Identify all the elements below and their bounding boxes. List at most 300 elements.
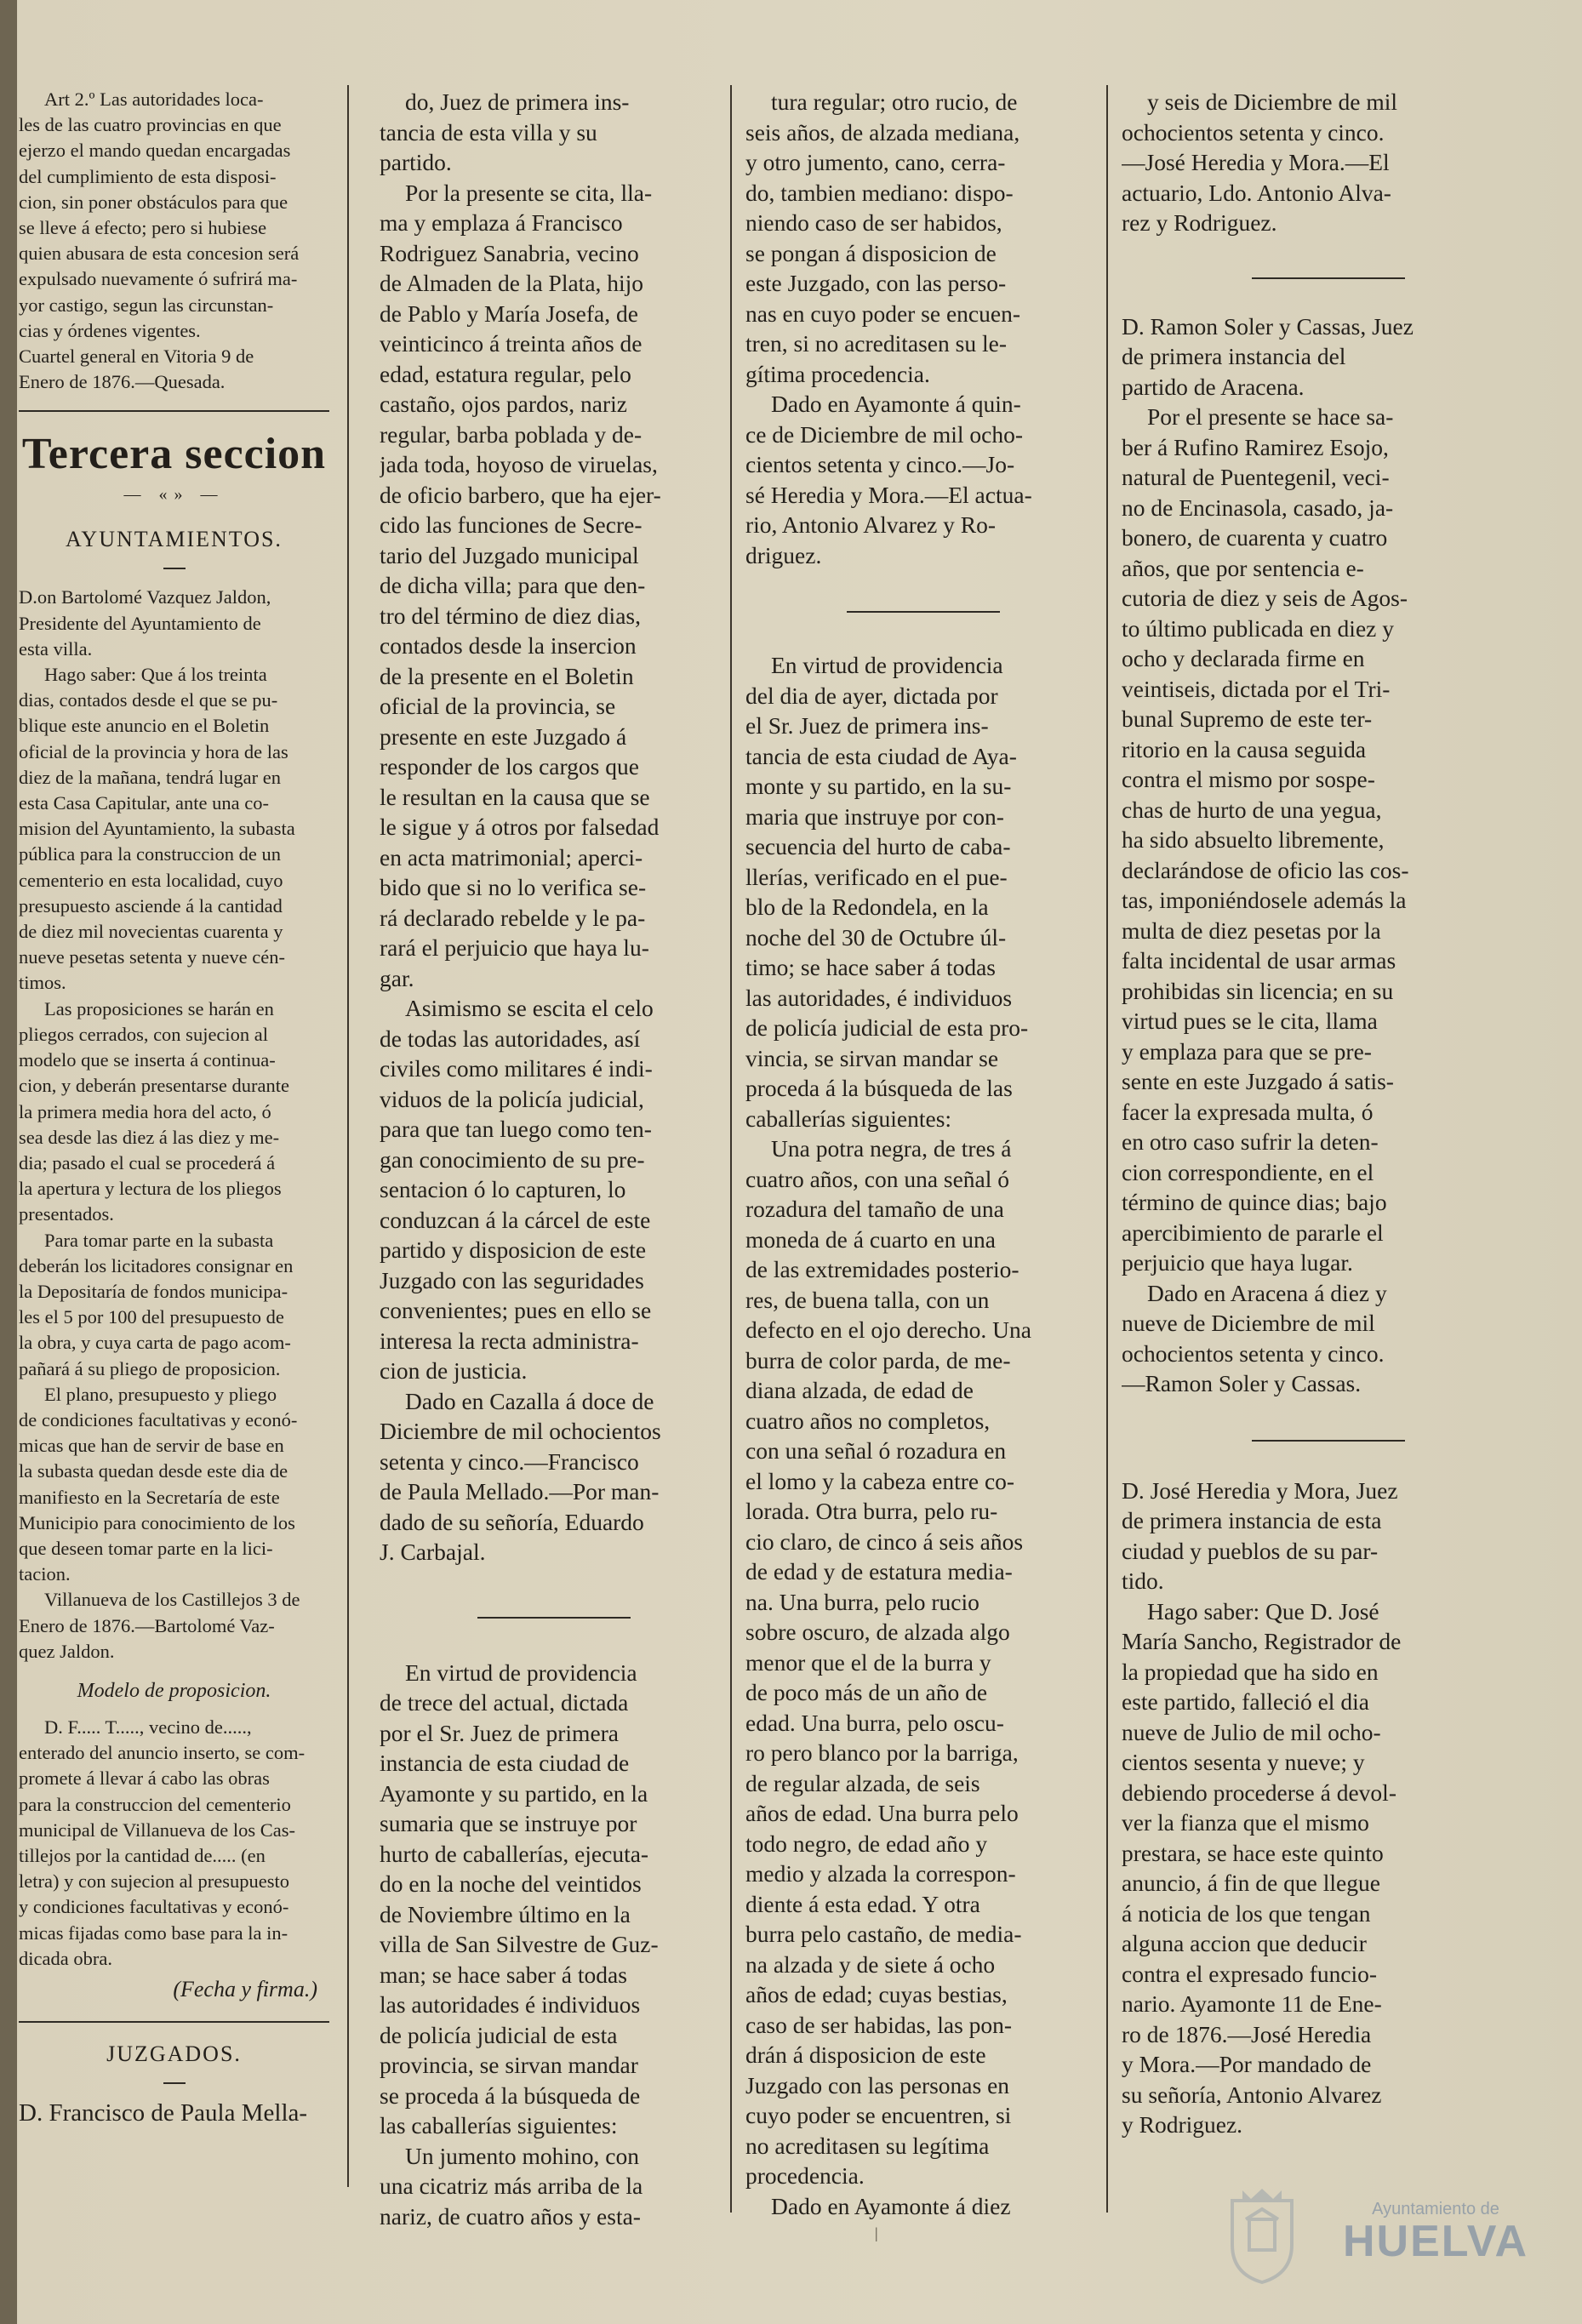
text-line: regular, barba poblada y de- xyxy=(380,420,643,448)
text-line: do, Juez de primera ins- xyxy=(405,89,630,115)
text-line: se lleve á efecto; pero si hubiese xyxy=(19,217,267,239)
text-line: sumaria que se instruye por xyxy=(380,1810,637,1836)
text-line: quien abusara de esta concesion será xyxy=(19,243,300,265)
text-line: bonero, de cuarenta y cuatro xyxy=(1122,524,1388,551)
text-line: res, de buena talla, con un xyxy=(745,1286,990,1313)
text-line: —José Heredia y Mora.—El xyxy=(1122,149,1390,175)
text-line: convenientes; pues en ello se xyxy=(380,1297,652,1323)
text-line: dado de su señoría, Eduardo xyxy=(380,1508,644,1535)
text-line: perjuicio que haya lugar. xyxy=(1122,1249,1353,1276)
text-line: burra pelo castaño, de media- xyxy=(745,1921,1022,1947)
text-line: Art 2.º Las autoridades loca- xyxy=(44,89,264,110)
text-line: cuatro años no completos, xyxy=(745,1407,991,1434)
text-line: años de edad; cuyas bestias, xyxy=(745,1981,1008,2007)
text-line: presentados. xyxy=(19,1203,114,1225)
text-line: les de las cuatro provincias en que xyxy=(19,114,282,136)
text-line: esta Casa Capitular, ante una co- xyxy=(19,792,269,814)
text-line: de todas las autoridades, así xyxy=(380,1025,641,1052)
text-line: partido. xyxy=(380,149,452,175)
text-line: moneda de á cuarto en una xyxy=(745,1225,996,1253)
text-line: á noticia de los que tengan xyxy=(1122,1899,1371,1927)
text-line: partido y disposicion de este xyxy=(380,1236,647,1263)
city-seal-icon xyxy=(1225,2185,1299,2286)
column-rule-1 xyxy=(347,85,349,2187)
text-line: de trece del actual, dictada xyxy=(380,1689,629,1716)
text-line: Villanueva de los Castillejos 3 de xyxy=(44,1589,300,1611)
text-line: apercibimiento de pararle el xyxy=(1122,1219,1384,1246)
text-line: En virtud de providencia xyxy=(405,1659,637,1686)
text-line: sobre oscuro, de alzada algo xyxy=(745,1619,1010,1645)
text-line: este partido, falleció el dia xyxy=(1122,1688,1369,1715)
text-line: contados desde la insercion xyxy=(380,632,637,659)
text-line: el Sr. Juez de primera ins- xyxy=(745,712,989,739)
text-line: contra el expresado funcio- xyxy=(1122,1960,1378,1987)
text-line: monte y su partido, en la su- xyxy=(745,773,1012,799)
text-line: rozadura del tamaño de una xyxy=(745,1196,1004,1222)
text-line: las autoridades, é individuos xyxy=(745,984,1013,1011)
text-line: gar. xyxy=(380,964,414,991)
ayuntamiento-intro xyxy=(19,585,329,662)
text-line: de Noviembre último en la xyxy=(380,1900,631,1927)
text-line: tario del Juzgado municipal xyxy=(380,541,639,568)
text-line: Asimismo se escita el celo xyxy=(405,995,654,1021)
text-line: Las proposiciones se harán en xyxy=(44,997,274,1019)
bottom-mark: | xyxy=(875,2224,878,2241)
text-line: tren, si no acreditasen su le- xyxy=(745,330,1007,357)
divider xyxy=(1252,277,1405,279)
text-line: tido. xyxy=(1122,1567,1164,1594)
column-2 xyxy=(380,87,728,2231)
text-line: cuyo poder se encuentren, si xyxy=(745,2102,1012,2128)
text-line: Rodriguez Sanabria, vecino xyxy=(380,239,639,266)
text-line: viduos de la policía judicial, xyxy=(380,1085,644,1112)
text-line: maria que instruye por con- xyxy=(745,802,1004,830)
text-line: y otro jumento, cano, cerra- xyxy=(745,149,1006,175)
column-1 xyxy=(19,87,329,2127)
text-line: driguez. xyxy=(745,541,822,568)
text-line: declarándose de oficio las cos- xyxy=(1122,856,1409,883)
text-line: Juzgado con las personas en xyxy=(745,2071,1010,2098)
text-line: burra de color parda, de me- xyxy=(745,1346,1011,1373)
text-line: años de edad. Una burra pelo xyxy=(745,1800,1019,1826)
text-line: responder de los cargos que xyxy=(380,753,639,779)
text-line: enterado del anuncio inserto, se com- xyxy=(19,1742,306,1764)
text-line: se pongan á disposicion de xyxy=(745,239,997,266)
text-line: ma y emplaza á Francisco xyxy=(380,209,623,236)
juzgados-heading: JUZGADOS. xyxy=(106,2041,242,2066)
text-line: de poco más de un año de xyxy=(745,1679,988,1705)
text-line: rará el perjuicio que haya lu- xyxy=(380,934,649,961)
text-line: promete á llevar á cabo las obras xyxy=(19,1767,270,1790)
section-title: Tercera seccion xyxy=(21,430,327,479)
text-line: cutoria de diez y seis de Agos- xyxy=(1122,585,1408,611)
text-line: castaño, ojos pardos, nariz xyxy=(380,391,627,417)
text-line: el lomo y la cabeza entre co- xyxy=(745,1467,1015,1494)
text-line: lorada. Otra burra, pelo ru- xyxy=(745,1498,998,1524)
text-line: tancia de esta villa y su xyxy=(380,118,597,146)
text-line: hurto de caballerías, ejecuta- xyxy=(380,1840,649,1867)
text-line: cientos sesenta y nueve; y xyxy=(1122,1749,1365,1775)
text-line: en acta matrimonial; aperci- xyxy=(380,843,643,871)
text-line: Diciembre de mil ochocientos xyxy=(380,1418,661,1444)
text-line: falta incidental de usar armas xyxy=(1122,947,1396,974)
text-line: anuncio, á fin de que llegue xyxy=(1122,1870,1380,1896)
text-line: la primera media hora del acto, ó xyxy=(19,1100,271,1122)
text-line: las caballerías siguientes: xyxy=(380,2112,618,2138)
text-line: drán á disposicion de este xyxy=(745,2041,986,2068)
text-line: Para tomar parte en la subasta xyxy=(44,1229,274,1251)
continued-text xyxy=(1122,87,1535,238)
para-tomar-paragraph xyxy=(19,1228,329,1382)
text-line: do, tambien mediano: dispo- xyxy=(745,179,1014,206)
text-line: pañará á su pliego de proposicion. xyxy=(19,1357,281,1379)
text-line: por el Sr. Juez de primera xyxy=(380,1719,620,1746)
text-line: do en la noche del veintidos xyxy=(380,1870,642,1897)
text-line: ejerzo el mando quedan encargadas xyxy=(19,140,291,162)
dado-ayamonte-paragraph xyxy=(745,389,1101,570)
juzgado-start: D. Francisco de Paula Mella- xyxy=(19,2099,308,2127)
text-line: rez y Rodriguez. xyxy=(1122,209,1277,236)
text-line: sente en este Juzgado á satis- xyxy=(1122,1068,1394,1094)
text-line: rio, Antonio Alvarez y Ro- xyxy=(745,511,997,538)
text-line: micas fijadas como base para la in- xyxy=(19,1921,288,1944)
text-line: to último publicada en diez y xyxy=(1122,614,1394,642)
text-line: Cuartel general en Vitoria 9 de xyxy=(19,345,254,368)
text-line: nas en cuyo poder se encuen- xyxy=(745,300,1020,327)
text-line: de primera instancia del xyxy=(1122,343,1346,369)
un-jumento-paragraph xyxy=(380,2141,728,2232)
text-line: Enero de 1876.—Bartolomé Vaz- xyxy=(19,1614,275,1636)
text-line: dicada obra. xyxy=(19,1947,112,1969)
text-line: timo; se hace saber á todas xyxy=(745,954,996,980)
text-line: la propiedad que ha sido en xyxy=(1122,1658,1379,1685)
text-line: y seis de Diciembre de mil xyxy=(1147,89,1398,115)
text-line: sea desde las diez á las diez y me- xyxy=(19,1126,280,1148)
text-line: de oficio barbero, que ha ejer- xyxy=(380,481,661,508)
text-line: ochocientos setenta y cinco. xyxy=(1122,118,1385,146)
text-line: sé Heredia y Mora.—El actua- xyxy=(745,481,1032,508)
text-line: cuatro años, con una señal ó xyxy=(745,1165,1010,1192)
text-line: María Sancho, Registrador de xyxy=(1122,1628,1402,1654)
text-line: presente en este Juzgado á xyxy=(380,722,627,750)
text-line: en otro caso sufrir la deten- xyxy=(1122,1128,1379,1155)
text-line: término de quince dias; bajo xyxy=(1122,1189,1387,1215)
text-line: de las extremidades posterio- xyxy=(745,1256,1019,1282)
text-line: bunal Supremo de este ter- xyxy=(1122,705,1373,732)
text-line: cementerio en esta localidad, cuyo xyxy=(19,869,283,891)
text-line: veintiseis, dictada por el Tri- xyxy=(1122,675,1391,702)
text-line: D. F..... T....., vecino de....., xyxy=(44,1716,252,1738)
text-line: medio y alzada la correspon- xyxy=(745,1860,1016,1887)
proposiciones-paragraph xyxy=(19,996,329,1228)
text-line: cion de justicia. xyxy=(380,1357,528,1384)
text-line: D. José Heredia y Mora, Juez xyxy=(1122,1476,1398,1504)
column-rule-2 xyxy=(730,85,732,2213)
text-line: Un jumento mohino, con xyxy=(405,2142,639,2169)
text-line: menor que el de la burra y xyxy=(745,1648,991,1676)
en-virtud-paragraph xyxy=(745,650,1101,1133)
text-line: quez Jaldon. xyxy=(19,1640,115,1662)
dado-aracena-paragraph xyxy=(1122,1278,1535,1399)
text-line: oficial de la provincia, se xyxy=(380,693,616,719)
text-line: bido que si no lo verifica se- xyxy=(380,874,647,900)
divider xyxy=(477,1617,631,1619)
ornament: — «» — xyxy=(123,485,225,505)
text-line: le resultan en la causa que se xyxy=(380,783,650,810)
text-line: Ayamonte y su partido, en la xyxy=(380,1779,648,1807)
por-la-presente-paragraph xyxy=(380,178,728,994)
en-virtud-paragraph xyxy=(380,1658,728,2141)
text-line: ciudad y pueblos de su par- xyxy=(1122,1537,1379,1564)
divider xyxy=(19,410,329,412)
text-line: tas, imponiéndosele además la xyxy=(1122,887,1407,913)
text-line: villa de San Silvestre de Guz- xyxy=(380,1931,659,1957)
text-line: de la presente en el Boletin xyxy=(380,662,634,689)
text-line: cientos setenta y cinco.—Jo- xyxy=(745,451,1015,477)
text-line: no acreditasen su legítima xyxy=(745,2132,990,2159)
text-line: ro de 1876.—José Heredia xyxy=(1122,2020,1372,2047)
text-line: gítima procedencia. xyxy=(745,360,930,387)
watermark-line-1: Ayuntamiento de xyxy=(1372,2200,1499,2218)
text-line: ocho y declarada firme en xyxy=(1122,645,1365,671)
text-line: nariz, de cuatro años y esta- xyxy=(380,2202,641,2230)
text-line: gan conocimiento de su pre- xyxy=(380,1145,645,1173)
text-line: caso de ser habidas, las pon- xyxy=(745,2011,1013,2038)
text-line: tillejos por la cantidad de..... (en xyxy=(19,1844,266,1866)
por-el-presente-paragraph xyxy=(1122,402,1535,1278)
text-line: cion, y deberán presentarse durante xyxy=(19,1075,289,1097)
text-line: de policía judicial de esta pro- xyxy=(745,1014,1029,1041)
text-line: na alzada y de siete á ocho xyxy=(745,1950,996,1978)
divider xyxy=(163,2082,186,2084)
dado-ayamonte-2 xyxy=(745,2191,1101,2222)
text-line: de dicha villa; para que den- xyxy=(380,572,646,598)
text-line: tro del término de diez dias, xyxy=(380,602,641,629)
heredia-heading xyxy=(1122,1476,1535,1596)
text-line: diana alzada, de edad de xyxy=(745,1377,974,1403)
text-line: na. Una burra, pelo rucio xyxy=(745,1588,979,1615)
text-line: con una señal ó rozadura en xyxy=(745,1437,1007,1464)
text-line: manifiesto en la Secretaría de este xyxy=(19,1486,280,1508)
text-line: de policía judicial de esta xyxy=(380,2021,618,2048)
text-line: presupuesto asciende á la cantidad xyxy=(19,894,283,916)
text-line: pliegos cerrados, con sujecion al xyxy=(19,1023,269,1045)
text-line: tacion. xyxy=(19,1563,71,1585)
text-line: caballerías siguientes: xyxy=(745,1105,952,1132)
watermark xyxy=(1343,2200,1528,2264)
text-line: defecto en el ojo derecho. Una xyxy=(745,1316,1031,1343)
text-line: alguna accion que deducir xyxy=(1122,1930,1367,1956)
text-line: ritorio en la causa seguida xyxy=(1122,735,1367,762)
text-line: de diez mil novecientas cuarenta y xyxy=(19,921,283,943)
text-line: ha sido absuelto libremente, xyxy=(1122,826,1385,853)
text-line: dias, contados desde el que se pu- xyxy=(19,689,278,711)
column-4 xyxy=(1122,87,1535,2140)
text-line: Dado en Ayamonte á diez xyxy=(771,2192,1011,2219)
text-line: las autoridades é individuos xyxy=(380,1991,641,2018)
text-line: seis años, de alzada mediana, xyxy=(745,118,1020,146)
text-line: Dado en Aracena á diez y xyxy=(1147,1279,1387,1306)
una-potra-paragraph xyxy=(745,1133,1101,2191)
text-line: Presidente del Ayuntamiento de xyxy=(19,612,261,634)
text-line: Por el presente se hace sa- xyxy=(1147,403,1394,430)
text-line: conduzcan á la cárcel de este xyxy=(380,1206,651,1233)
text-line: nueve de Julio de mil ocho- xyxy=(1122,1718,1381,1745)
text-line: tancia de esta ciudad de Aya- xyxy=(745,742,1017,769)
text-line: Hago saber: Que á los treinta xyxy=(44,664,267,686)
text-line: dia; pasado el cual se procederá á xyxy=(19,1151,276,1173)
text-line: Dado en Cazalla á doce de xyxy=(405,1387,654,1414)
text-line: y emplaza para que se pre- xyxy=(1122,1037,1372,1065)
text-line: del dia de ayer, dictada por xyxy=(745,682,998,709)
text-line: D.on Bartolomé Vazquez Jaldon, xyxy=(19,586,271,608)
text-line: D. Ramon Soler y Cassas, Juez xyxy=(1122,312,1414,340)
text-line: la apertura y lectura de los pliegos xyxy=(19,1178,282,1200)
text-line: llerías, verificado en el pue- xyxy=(745,863,1008,890)
text-line: la Depositaría de fondos municipa- xyxy=(19,1280,288,1302)
text-line: rá declarado rebelde y le pa- xyxy=(380,904,646,931)
text-line: esta villa. xyxy=(19,637,93,660)
text-line: Municipio para conocimiento de los xyxy=(19,1511,295,1533)
text-line: blo de la Redondela, en la xyxy=(745,894,989,920)
villanueva-signature xyxy=(19,1587,329,1664)
text-line: del cumplimiento de esta disposi- xyxy=(19,165,277,187)
continued-text xyxy=(745,87,1101,389)
text-line: diente á esta edad. Y otra xyxy=(745,1890,980,1917)
text-line: provincia, se sirvan mandar xyxy=(380,2052,638,2078)
text-line: ro pero blanco por la barriga, xyxy=(745,1739,1019,1766)
text-line: de edad y de estatura media- xyxy=(745,1558,1013,1585)
text-line: oficial de la provincia y hora de las xyxy=(19,740,288,762)
text-line: este Juzgado, con las perso- xyxy=(745,270,1007,296)
text-line: expulsado nuevamente ó sufrirá ma- xyxy=(19,268,298,290)
text-line: su señoría, Antonio Alvarez xyxy=(1122,2081,1382,2108)
text-line: jada toda, hoyoso de viruelas, xyxy=(380,451,658,477)
text-line: multa de diez pesetas por la xyxy=(1122,916,1381,944)
article-2-paragraph xyxy=(19,87,329,395)
text-line: de Pablo y María Josefa, de xyxy=(380,300,638,327)
text-line: civiles como militares é indi- xyxy=(380,1055,653,1082)
text-line: ochocientos setenta y cinco. xyxy=(1122,1339,1385,1367)
text-line: se proceda á la búsqueda de xyxy=(380,2081,641,2109)
text-line: actuario, Ldo. Antonio Alva- xyxy=(1122,179,1391,206)
text-line: instancia de esta ciudad de xyxy=(380,1750,630,1776)
text-line: Por la presente se cita, lla- xyxy=(405,179,653,206)
text-line: tura regular; otro rucio, de xyxy=(771,89,1018,115)
divider xyxy=(1252,1440,1405,1442)
text-line: le sigue y á otros por falsedad xyxy=(380,814,660,840)
text-line: todo negro, de edad año y xyxy=(745,1830,988,1857)
asimismo-paragraph xyxy=(380,993,728,1386)
text-line: de primera instancia de esta xyxy=(1122,1507,1382,1533)
text-line: setenta y cinco.—Francisco xyxy=(380,1448,639,1475)
text-line: nueve de Diciembre de mil xyxy=(1122,1310,1375,1336)
text-line: para la construccion del cementerio xyxy=(19,1793,291,1815)
text-line: la subasta quedan desde este dia de xyxy=(19,1460,288,1482)
text-line: virtud pues se le cita, llama xyxy=(1122,1008,1378,1034)
text-line: J. Carbajal. xyxy=(380,1539,486,1565)
text-line: una cicatriz más arriba de la xyxy=(380,2173,643,2199)
soler-heading xyxy=(1122,311,1535,403)
text-line: Juzgado con las seguridades xyxy=(380,1266,644,1293)
text-line: partido de Aracena. xyxy=(1122,373,1305,400)
text-line: noche del 30 de Octubre úl- xyxy=(745,923,1007,951)
text-line: yor castigo, segun las circunstan- xyxy=(19,294,274,316)
text-line: de Almaden de la Plata, hijo xyxy=(380,270,644,296)
text-line: pública para la construccion de un xyxy=(19,843,282,865)
text-line: municipal de Villanueva de los Cas- xyxy=(19,1819,296,1841)
text-line: no de Encinasola, casado, ja- xyxy=(1122,494,1394,521)
text-line: debiendo procederse á devol- xyxy=(1122,1779,1396,1806)
divider xyxy=(163,568,186,569)
text-line: que deseen tomar parte en la lici- xyxy=(19,1537,273,1559)
divider xyxy=(847,611,1000,613)
text-line: Enero de 1876.—Quesada. xyxy=(19,371,226,393)
text-line: Dado en Ayamonte á quin- xyxy=(771,391,1021,417)
text-line: niendo caso de ser habidos, xyxy=(745,209,1002,236)
text-line: facer la expresada multa, ó xyxy=(1122,1098,1374,1125)
text-line: procedencia. xyxy=(745,2162,865,2189)
text-line: ver la fianza que el mismo xyxy=(1122,1809,1369,1836)
text-line: de regular alzada, de seis xyxy=(745,1769,980,1796)
text-line: de Paula Mellado.—Por man- xyxy=(380,1478,660,1505)
binding-edge xyxy=(0,0,17,2324)
text-line: diez de la mañana, tendrá lugar en xyxy=(19,766,281,788)
text-line: edad. Una burra, pelo oscu- xyxy=(745,1709,1004,1736)
continued-text xyxy=(380,87,728,178)
text-line: natural de Puentegenil, veci- xyxy=(1122,464,1390,490)
text-line: prohibidas sin licencia; en su xyxy=(1122,977,1394,1004)
text-line: y condiciones facultativas y econó- xyxy=(19,1896,289,1918)
column-3 xyxy=(745,87,1101,2221)
text-line: timos. xyxy=(19,972,66,994)
text-line: mision del Ayuntamiento, la subasta xyxy=(19,818,295,840)
text-line: chas de hurto de una yegua, xyxy=(1122,796,1382,823)
hago-saber-paragraph xyxy=(1122,1596,1535,2140)
text-line: blique este anuncio en el Boletin xyxy=(19,715,270,737)
text-line: sentacion ó lo capturen, lo xyxy=(380,1176,626,1202)
text-line: Una potra negra, de tres á xyxy=(771,1135,1012,1162)
text-line: —Ramon Soler y Cassas. xyxy=(1122,1370,1362,1396)
text-line: cio claro, de cinco á seis años xyxy=(745,1527,1024,1555)
text-line: nueve pesetas setenta y nueve cén- xyxy=(19,946,285,968)
text-line: años, que por sentencia e- xyxy=(1122,554,1364,581)
fecha-firma: (Fecha y firma.) xyxy=(173,1977,317,2001)
text-line: deberán los licitadores consignar en xyxy=(19,1254,294,1276)
text-line: y Mora.—Por mandado de xyxy=(1122,2051,1372,2077)
text-line: cias y órdenes vigentes. xyxy=(19,319,201,341)
text-line: prestara, se hace este quinto xyxy=(1122,1839,1384,1866)
modelo-title: Modelo de proposicion. xyxy=(77,1679,271,1702)
text-line: contra el mismo por sospe- xyxy=(1122,766,1375,792)
column-rule-3 xyxy=(1106,85,1108,2213)
text-line: modelo que se inserta á continua- xyxy=(19,1049,276,1071)
hace-saber-paragraph xyxy=(19,662,329,996)
text-line: para que tan luego como ten- xyxy=(380,1116,652,1142)
text-line: ber á Rufino Ramirez Esojo, xyxy=(1122,433,1389,460)
text-line: de condiciones facultativas y econó- xyxy=(19,1408,298,1430)
dado-cazalla-paragraph xyxy=(380,1386,728,1567)
text-line: letra) y con sujecion al presupuesto xyxy=(19,1870,290,1893)
text-line: les el 5 por 100 del presupuesto de xyxy=(19,1306,284,1328)
text-line: cion correspondiente, en el xyxy=(1122,1158,1374,1185)
text-line: En virtud de providencia xyxy=(771,652,1003,678)
text-line: proceda á la búsqueda de las xyxy=(745,1075,1013,1101)
text-line: la obra, y cuya carta de pago acom- xyxy=(19,1332,291,1354)
text-line: y Rodriguez. xyxy=(1122,2111,1243,2138)
text-line: cido las funciones de Secre- xyxy=(380,511,643,538)
text-line: cion, sin poner obstáculos para que xyxy=(19,191,288,213)
